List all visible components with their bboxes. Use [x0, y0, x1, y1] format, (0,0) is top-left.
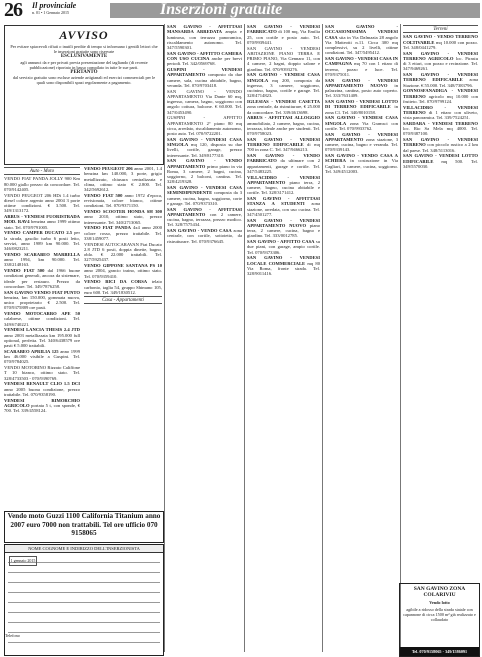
classified-ad: IGLESIAS - VENDESI CASETTA zona centrale, da ristrutturare, € 25.000 da concordare. Tel. 339/4613698. — [247, 99, 320, 115]
ads-column-3 — [247, 24, 320, 654]
classified-ad: SAN GAVINO - AFFITTO CASA su due piani, con garage, ampio cortile. Tel. 070/9373306. — [247, 239, 320, 255]
classified-ad: SAN GAVINO - AFFITTASI MANSARDA ARREDATA ampia e luminosa, con terrazza panoramica, riscaldamento autonomo. Tel. 347/5590301. — [167, 24, 242, 50]
classified-ad: SAN GAVINO - VENDESI CASA SEMINDIPENDENTE composta da 3 camere, cucina, bagno, soggiorno, corte e garage. Tel. 070/9373310. — [167, 185, 242, 206]
classified-ad: SAN GAVINO - VENDESI LOTTO DI TERRENO EDIFICABILE in zona C1. Tel. 340/8010158. — [325, 99, 398, 115]
classified-ad: SAN GAVINO - VENDESI CASA IN CAMPAGNA mq 70 con 1 ettaro di terreno, pozzo e luce. Tel. 070/9375011. — [325, 56, 398, 77]
classified-ad: SAN GAVINO - VENDESI CASA SINGOLA mq 200, composta da ingresso, 3 camere, soggiorno, cucinino, bagno, cortile e garage. Tel. 328/4714823. — [247, 72, 320, 99]
notice-title: AVVISO — [59, 28, 109, 42]
classified-ad: SAN GAVINO - AFFITTO CAMERA CON USO CUCINA anche per brevi periodi. Tel. 342/0569768. — [167, 50, 242, 67]
ads-column-1a — [4, 166, 80, 508]
display-ad-lotto — [399, 583, 480, 657]
column-rule — [400, 24, 401, 652]
classified-ad: SAN GAVINO - VENDESI CASA SINGOLA mq 120, disposta su due livelli, cortile, garage, prezzo interessante. Tel. 349/8177310. — [167, 136, 242, 158]
classified-ad: ARBUS - VENDESI FUORISTRADA MOD. RAV4 benzina anno 1999 ottimo stato. Tel. 070/9791005. — [4, 214, 80, 230]
coupon-line[interactable] — [8, 633, 160, 643]
classified-ad: GUSPINI - AFFITTO APPARTAMENTO 2° piano 80 mq circa, arredato, riscaldamento autonomo, posto auto. Tel. 070/9722201. — [167, 115, 242, 136]
classified-ad: SAN GAVINO - VENDESI APPARTAMENTO NUOVO in palazzina, cantina, posto auto coperto. Tel. 333/7631409. — [325, 77, 398, 99]
classified-ad: SAN GAVINO - AFFITTASI STANZA A STUDENTI zona stazione, arredata, con uso cucina. Tel. 347/4501277. — [247, 196, 320, 217]
coupon-line[interactable] — [8, 623, 160, 633]
coupon-line[interactable] — [8, 573, 160, 583]
classified-ad: SAN GAVINO - VENDESI TERRENO con piccolo rustico a 2 km dal paese. Tel. 348/5113016. — [403, 137, 478, 153]
classified-ad: VENDO GIPPONE SANTANA PS 10 anno 2004, gancio traino, ottimo stato. Tel. 070/9359410. — [84, 263, 162, 279]
ads-column-4 — [325, 24, 398, 654]
publication-logo: Il provinciale — [32, 1, 77, 10]
classified-ad: SAN GAVINO - VENDESI TERRENO AGRICOLO loc. Pirastu di 3 ettari, con pozzo e recinzione. Tel. 347/9469261. — [403, 50, 478, 72]
coupon-phone-label: Telefono — [5, 633, 20, 638]
issue-info: n. 01 • 1 Gennaio 2015 — [32, 10, 69, 15]
page-number: 26 — [4, 0, 22, 21]
section-heading-terreni: Terreni — [403, 25, 478, 33]
classified-ad: VENDESI RENAULT CLIO 1.5 DCI anno 2005 buona condizione, prezzo trattabile. Tel. 070/9358190. — [4, 381, 80, 397]
ads-column-2 — [167, 24, 242, 654]
coupon-line[interactable] — [8, 583, 160, 593]
column-rule — [244, 24, 245, 652]
classified-ad: VENDO BICI DA CORSA telaio carbonio, taglia 54, gruppo Shimano 105, euro 600. Tel. 349/1830512. — [84, 279, 162, 295]
classified-ad: VENDESI LANCIA THESIS 2.4 JTD anno 2003 metallizzata km 195.000 full optional, perfetta. Tel. 340/6438579 ore pasti € 5.000 trattabili. — [4, 327, 80, 348]
section-heading-casa: Casa - Appartamenti — [84, 296, 162, 304]
ad-lotto-body: agibile a ridosso della strada statale con capannone di circa 1500 m² già realizzato e collaudato — [403, 607, 476, 622]
coupon-line[interactable] — [8, 593, 160, 603]
display-ad-moto: Vendo moto Guzzi 1100 California Titanium anno 2007 euro 7000 non trattabili. Tel ore ufficio 070 9158065 — [4, 511, 164, 543]
notice-line: Per evitare spiacevoli rifiuti o inutili perdite di tempo si informano i gentili lettori che le inserzioni gratuite sono riservate — [10, 44, 158, 55]
coupon-date-stamp: 1 gennaio 2015 — [9, 556, 37, 566]
classified-ad: VENDO FIAT 500 anno 1972 d'epoca, revisionata, colore bianco, ottime condizioni. Tel. 070/9371150. — [84, 192, 162, 209]
column-rule — [322, 24, 323, 652]
classified-ad: VENDO FIAT PANDA JOLLY 900 Km 80.000 giallo prezzo da concordare. Tel. 070/9142405. — [4, 176, 80, 192]
ad-lotto-title: SAN GAVINO ZONA COLARIVIU — [413, 586, 466, 598]
classified-ad: SAN GAVINO - VENDESI FABBRICATO di 100 mq, Via Emilia 25, con cortile e posto auto. Tel. 070/9939441. — [247, 24, 320, 45]
classified-ad: SAN GAVINO - VENDO CASA zona centrale, con cortile, sottotetto, da ristrutturare. Tel. 070/9376645. — [167, 228, 242, 244]
classified-ad: SAN GAVINO - VENDESI LOTTO EDIFICABILE mq 500. Tel. 349/5570030. — [403, 153, 478, 169]
section-heading-auto: Auto - Moto — [4, 167, 80, 175]
classified-ad: SARDARA - VENDESI TERRENO loc. Rio Sa Mela mq 4000. Tel. 070/9387100. — [403, 120, 478, 137]
classified-ad: VENDO FIAT PANDA 4x4 anno 2000 colore rosso, prezzo trattabile. Tel. 338/1459077. — [84, 225, 162, 241]
classified-ad: SAN GAVINO - VENDESI TERRENO EDIFICABILE zona Stazione. € 55.000. Tel. 348/7383796. — [403, 72, 478, 88]
coupon-header: NOME COGNOME E INDIRIZZO DELL'INSERZIONISTA — [5, 545, 163, 553]
classified-ad: SAN GAVINO - VENDO TERRENO COLTIVABILE mq 10.000 con pozzo. Tel. 348/0441279. — [403, 34, 478, 50]
classified-ad: SAN GAVINO - VENDO FABBRICATO da ultimare con 2 appartamenti, garage e cortile. Tel. 347/5483225. — [247, 153, 320, 174]
classified-ad: VENDO MOTOCARRO APE 50 calabrese, ottime condizioni. Tel. 349/6740221. — [4, 311, 80, 327]
coupon-line[interactable] — [8, 603, 160, 613]
notice-box — [4, 25, 164, 165]
ad-lotto-phone: Tel. 070/9158065 - 349/1586091 — [400, 647, 479, 656]
classified-ad: SAN GAVINO - AFFITTASI APPARTAMENTO con 2 camere, cucina, bagno, terrazza, prezzo modico. Tel. 328/7575434. — [167, 206, 242, 228]
classified-ad: VENDESI RIMORCHIO AGRICOLO portata 5 t, con sponde, € 700. Tel. 339/4558124. — [4, 397, 80, 413]
classified-ad: SAN GAVINO - VENDO APPARTAMENTO Via Dante 60 mq, ingresso, camera, bagno, soggiorno con angolo cottura, balcone. € 60.000. Tel. 347/0453490. — [167, 88, 242, 115]
section-title: Inserzioni gratuite — [160, 1, 283, 18]
coupon-line[interactable] — [8, 613, 160, 623]
classified-ad: SAN GAVINO VENDO FIAT PUNTO benzina, km 150.000, gommata nuova, unico proprietario € 2.500. Tel. 070/9375889 ore pasti. — [4, 289, 80, 311]
classified-ad: VENDO SCOOTER HONDA SH 300 anno 2010, ottimo stato, prezzo interessante. Tel. 340/2713065. — [84, 209, 162, 225]
classified-ad: GONNOSFANADIGA - VENDESI TERRENO agricolo mq 10.000 con frutteto. Tel. 070/9799124. — [403, 88, 478, 104]
classified-ad: SAN GAVINO - VENDO CASA A SCHIERA in costruzione in Via Cagliari, 3 camere, cucina, soggiorno. Tel. 349/4512003. — [325, 153, 398, 174]
notice-text — [5, 43, 163, 87]
classified-ad: VILLACIDRO - VENDESI TERRENO di 1 ettaro con uliveto, vista panoramica. Tel. 339/7524251. — [403, 104, 478, 120]
section-banner — [110, 3, 480, 18]
page-header — [0, 0, 482, 22]
classified-ad: VENDO PEUGEOT 206 HDi 1.4 turbo diesel colore argento anno 2004 3 porte ottime condizioni. € 3.500. Tel. 349/1313172. — [4, 192, 80, 214]
classified-ad: VENDO CAMPER DUCATO 2.5 per la strada, gasolio turbo 6 posti letto, servizi, anno 1989 km 90.000. Tel. 346/0823211. — [4, 230, 80, 251]
notice-line: ESCLUSIVAMENTE — [60, 54, 108, 60]
classified-ad: SAN GAVINO - VENDO APPARTAMENTO primo piano in via Roma, 3 camere, 2 bagni, cucina, soggiorno, 2 balconi, cantina. Tel. 328/4219328. — [167, 158, 242, 185]
classified-ad: SAN GAVINO - VENDESI TERRENO EDIFICABILE di mq 700 in zona C. Tel. 347/9466213. — [247, 136, 320, 153]
classified-ad: SAN GAVINO - VENDESI APPARTAMENTO NUOVO piano terra, 2 camere, cucina, bagno e giardino. Tel. 333/0012785. — [247, 217, 320, 239]
classified-ad: VILLACIDRO - VENDESI APPARTAMENTO piano terra, 2 camere, bagno, cucina abitabile e cortile. Tel. 328/3171412. — [247, 174, 320, 196]
classified-ad: ARBUS - AFFITTASI ALLOGGIO ammobiliato, 2 camere, bagno, cucina, terrazza, ideale anche per studenti. Tel. 070/9758023. — [247, 115, 320, 136]
classified-ad: VENDESI AUTOCARAVAN Fiat Ducato 2.8 JTD 6 posti, doppia dinette, bagno, oblo. € 22.000 trattabili. Tel. 327/5925437. — [84, 241, 162, 263]
ads-column-1b — [84, 166, 162, 508]
notice-line: agli annunci da e per privati previa presentazione del tagliando (di recente pubblicazione) riportato in basso compilato in tutte le sue parti. — [20, 59, 148, 70]
classified-ad: SAN GAVINO - VENDESI APPARTAMENTO zona stazione, 3 camere, cucina, bagno e veranda. Tel. 070/9339143. — [325, 131, 398, 153]
classified-ad: VENDO MOTORINO Rizzato Califfone T 10 bianco, ottimo stato. Tel. 328/4733503 - 070/9390769. — [4, 365, 80, 381]
classified-ad: VENDO FIAT 500 dal 1966 buone condizioni generali, ancora da sistemare, ideale per restauro. Prezzo da concordare. Tel. 349/7876258. — [4, 268, 80, 289]
classified-ad: VENDO PEUGEOT 206 anno 2001, 1.4 benzina km 140.000, 3 porte, grigio metallizzato, chiusura centralizzata e clima, ottimo stato € 2.800. Tel. 342/5692612. — [84, 166, 162, 192]
classified-ad: SAN GAVINO - VENDESI LOCALE COMMERCIALE mq 80 Via Roma, fronte strada. Tel. 328/9011416. — [247, 255, 320, 276]
notice-line: PERTANTO — [70, 70, 98, 76]
classified-ad: VENDO SCARABEO MARBELLA anno 1994, km 90.000. Tel. 338/2148163. — [4, 251, 80, 268]
ad-lotto-subtitle: Vendo lotto — [429, 600, 450, 605]
classified-ad: SCARABEO APRILIA 125 anno 1999 km 46.000 visibile a Guspini. Tel. 070/9784025. — [4, 348, 80, 365]
classified-ad: SAN GAVINO - VENDESI ABITAZIONE PIANO TERRA E PRIMO PIANO, Via Gennaro 11, con 4 camere, 2 bagni, doppio salone e giardino. Tel. 070/9393276. — [247, 45, 320, 72]
classified-ad: SAN GAVINO - OCCASIONISSIMA VENDESI CASA sita in Via Dalmazia 28 angolo Via Matteotti n.11. Circa 300 mq complessivi, su 2 livelli, ottime condizioni. Tel. 347/5495412. — [325, 24, 398, 56]
column-rule — [164, 24, 165, 652]
classified-ad: SAN GAVINO - VENDESI CASA SINGOLA zona Via Gramsci con cortile. Tel. 070/9933762. — [325, 115, 398, 131]
notice-line: dal servizio gratuito sono escluse aziende artigianali ed esercizi commerciali per le quali sono disponibili spazi regolarmente a pagamento. — [12, 75, 156, 86]
classified-ad: GUSPINI - VENDESI APPARTAMENTO composto da due camere, sala, cucina abitabile, bagno, veranda. Tel. 070/9703418. — [167, 67, 242, 88]
ads-column-5 — [403, 24, 478, 580]
